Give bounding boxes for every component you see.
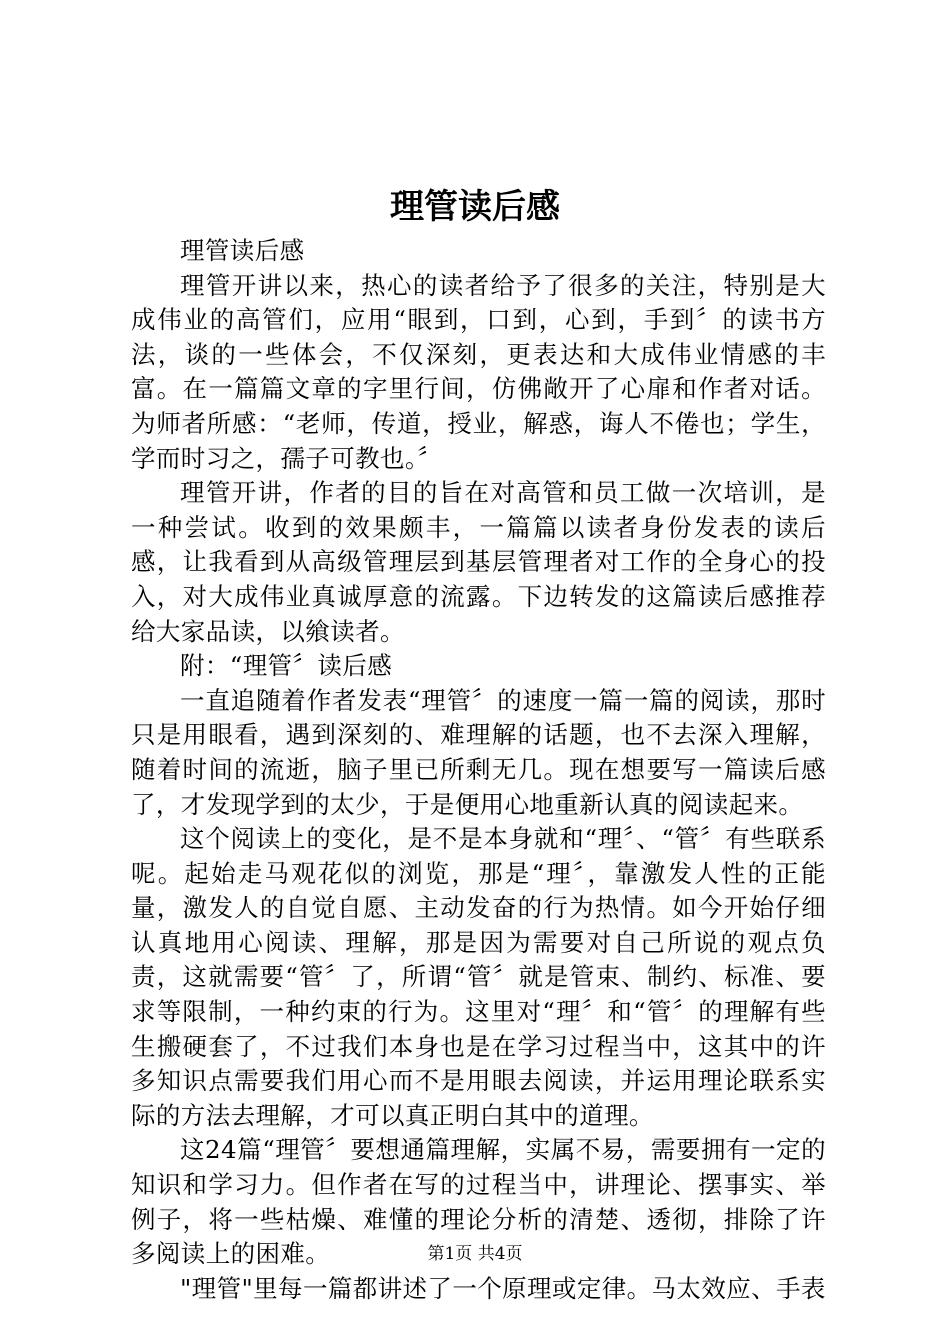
body-paragraph: 理管开讲，作者的目的旨在对高管和员工做一次培训，是一种尝试。收到的效果颇丰，一篇篇以读者身份发表的读后感，让我看到从高级管理层到基层管理者对工作的全身心的投入，对大成伟业真诚厚意的流露。下边转发的这篇读后感推荐给大家品读，以飨读者。: [131, 478, 826, 646]
body-paragraph: "理管"里每一篇都讲述了一个原理或定律。马太效应、手表: [180, 1273, 826, 1303]
body-paragraph: 这24篇“理管〞要想通篇理解，实属不易，需要拥有一定的知识和学习力。但作者在写的过程当中，讲理论、摆事实、举例子，将一些枯燥、难懂的理论分析的清楚、透彻，排除了许多阅读上的困难。: [131, 1135, 826, 1269]
document-title: 理管读后感: [390, 187, 560, 227]
body-paragraph: 理管开讲以来，热心的读者给予了很多的关注，特别是大成伟业的高管们，应用“眼到，口到，心到，手到〞的读书方法，谈的一些体会，不仅深刻，更表达和大成伟业情感的丰富。在一篇篇文章的字里行间，仿佛敞开了心扉和作者对话。为师者所感：“老师，传道，授业，解惑，诲人不倦也；学生，学而时习之，孺子可教也。〞: [131, 270, 826, 473]
subtitle-paragraph: 理管读后感: [180, 236, 305, 265]
body-paragraph: 一直追随着作者发表“理管〞的速度一篇一篇的阅读，那时只是用眼看，遇到深刻的、难理解的话题，也不去深入理解，随着时间的流逝，脑子里已所剩无几。现在想要写一篇读后感了，才发现学到的太少，于是便用心地重新认真的阅读起来。: [131, 685, 826, 819]
appendix-heading: 附：“理管〞读后感: [180, 651, 393, 681]
body-paragraph: 这个阅读上的变化，是不是本身就和“理〞、“管〞有些联系呢。起始走马观花似的浏览，那是“理〞，靠激发人性的正能量，激发人的自觉自愿、主动发奋的行为热情。如今开始仔细认真地用心阅读、理解，那是因为需要对自己所说的观点负责，这就需要“管〞了，所谓“管〞就是管束、制约、标准、要求等限制，一种约束的行为。这里对“理〞和“管〞的理解有些生搬硬套了，不过我们本身也是在学习过程当中，这其中的许多知识点需要我们用心而不是用眼去阅读，并运用理论联系实际的方法去理解，才可以真正明白其中的道理。: [131, 824, 826, 1130]
page-footer: 第1页 共4页: [427, 1244, 523, 1264]
document-body: [131, 234, 826, 1306]
